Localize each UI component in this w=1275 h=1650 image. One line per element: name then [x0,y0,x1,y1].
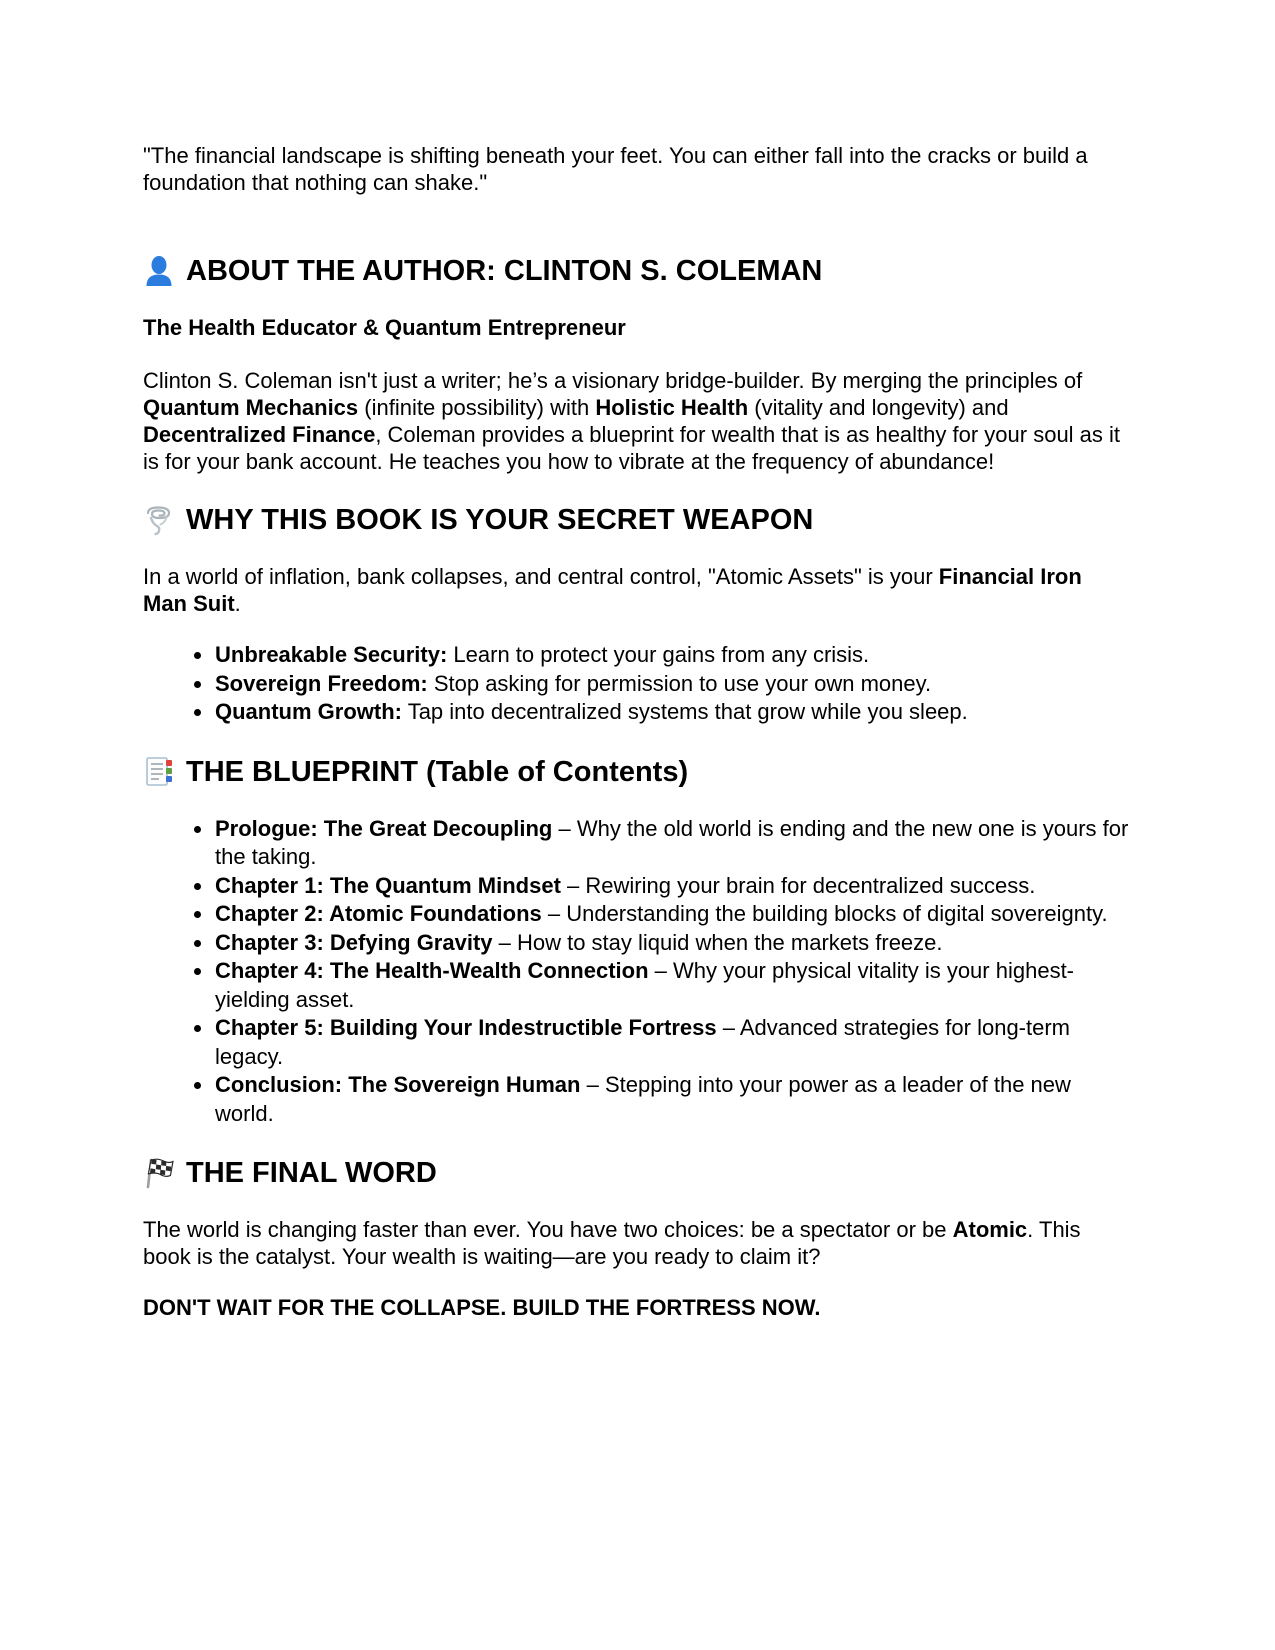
list-item: • Sovereign Freedom: Stop asking for permission to use your own money. [214,670,1130,699]
secret-weapon-intro: In a world of inflation, bank collapses, and central control, "Atomic Assets" is your Financial Iron Man Suit. [143,564,1082,616]
toc-item: • Chapter 3: Defying Gravity – How to stay liquid when the markets freeze. [214,929,1130,958]
section-heading-blueprint [143,755,1130,789]
closing-statement: DON'T WAIT FOR THE COLLAPSE. BUILD THE FORTRESS NOW. [143,1295,821,1320]
person-bust-icon [143,254,175,288]
section-heading-text: WHY THIS BOOK IS YOUR SECRET WEAPON [186,504,814,536]
toc-item: • Chapter 1: The Quantum Mindset – Rewiring your brain for decentralized success. [214,872,1130,901]
section-heading-final-word [143,1156,1130,1190]
author-subheading: The Health Educator & Quantum Entrepreneur [143,315,626,340]
section-heading-text: THE BLUEPRINT (Table of Contents) [186,755,689,788]
opening-quote: "The financial landscape is shifting beneath your feet. You can either fall into the cracks or build a foundation that nothing can shake." [143,143,1088,195]
section-heading-secret-weapon [143,503,1130,537]
toc-item: • Chapter 4: The Health-Wealth Connection – Why your physical vitality is your highest-yielding asset. [214,957,1130,1014]
benefits-list [143,641,1130,727]
author-bio-paragraph: Clinton S. Coleman isn't just a writer; he’s a visionary bridge-builder. By merging the principles of Quantum Mechanics (infinite possibility) with Holistic Health (vitality and longevity) and Decentralized Finance, Coleman provides a blueprint for wealth that is as healthy for your soul as it is for your bank account. He teaches you how to vibrate at the frequency of abundance! [143,368,1121,474]
table-of-contents-list [143,815,1130,1129]
toc-item: • Conclusion: The Sovereign Human – Stepping into your power as a leader of the new world. [214,1071,1130,1128]
toc-item: • Chapter 2: Atomic Foundations – Understanding the building blocks of digital sovereignty. [214,900,1130,929]
list-item: • Quantum Growth: Tap into decentralized systems that grow while you sleep. [214,698,1130,727]
final-word-paragraph: The world is changing faster than ever. You have two choices: be a spectator or be Atomic. This book is the catalyst. Your wealth is waiting—are you ready to claim it? [143,1217,1081,1269]
bookmark-tabs-icon [143,755,175,789]
list-item: • Unbreakable Security: Learn to protect your gains from any crisis. [214,641,1130,670]
toc-item: • Prologue: The Great Decoupling – Why the old world is ending and the new one is yours for the taking. [214,815,1130,872]
section-heading-text: THE FINAL WORD [186,1157,437,1189]
section-heading-about-author [143,254,1130,288]
tornado-icon [143,503,175,537]
toc-item: • Chapter 5: Building Your Indestructible Fortress – Advanced strategies for long-term legacy. [214,1014,1130,1071]
section-heading-text: ABOUT THE AUTHOR: CLINTON S. COLEMAN [186,255,823,287]
checkered-flag-icon [143,1156,175,1190]
